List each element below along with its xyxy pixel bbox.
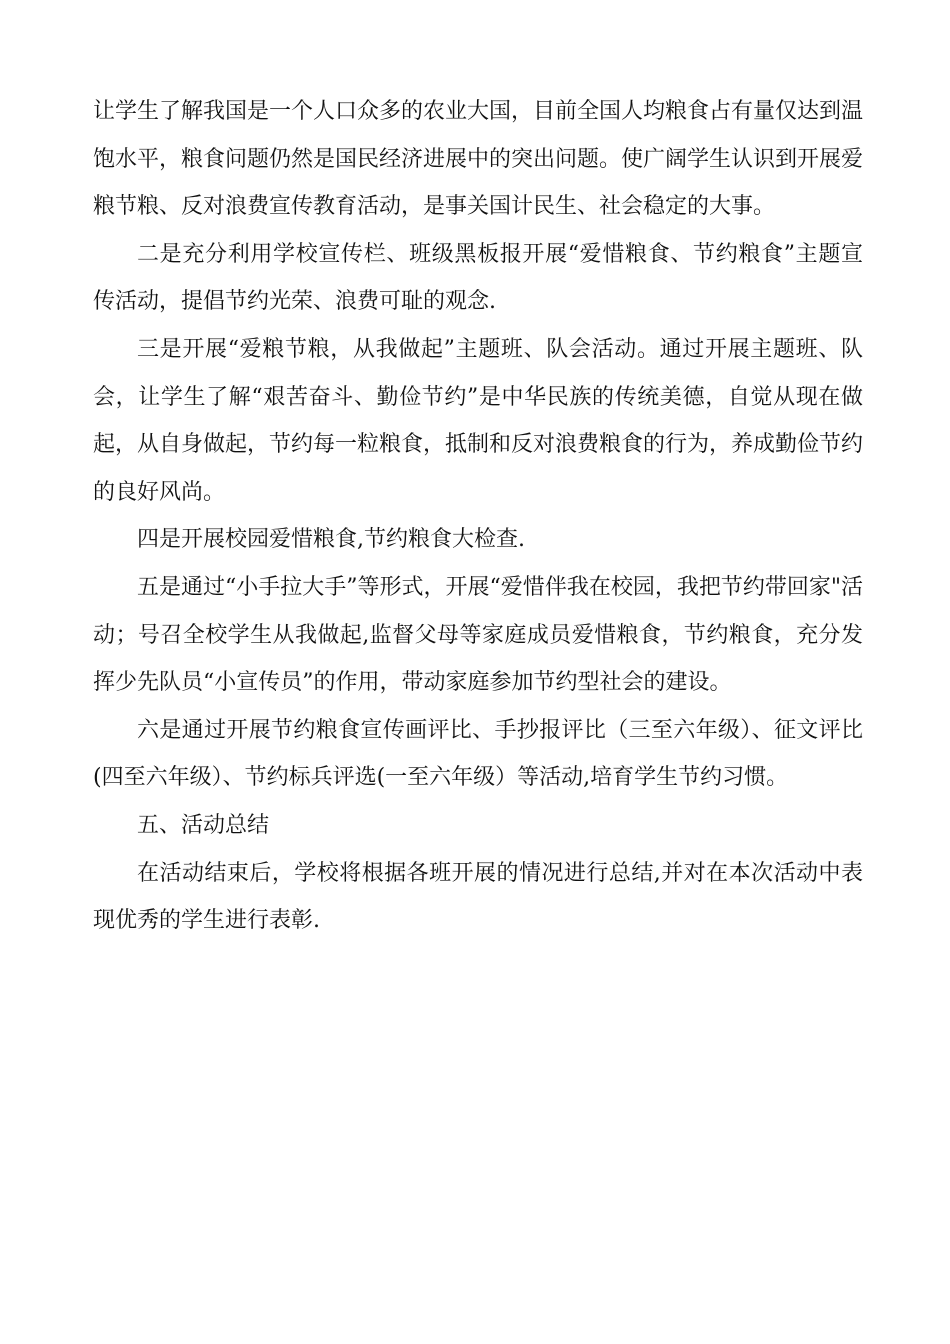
document-body [93,88,863,945]
paragraph-item-three: 三是开展“爱粮节粮，从我做起”主题班、队会活动。通过开展主题班、队会，让学生了解“艰苦奋斗、勤俭节约”是中华民族的传统美德，自觉从现在做起，从自身做起，节约每一粒粮食，抵制和反对浪费粮食的行为，养成勤俭节约的良好风尚。 [93,336,864,505]
paragraph-item-two: 二是充分利用学校宣传栏、班级黑板报开展“爱惜粮食、节约粮食”主题宣传活动，提倡节约光荣、浪费可耻的观念. [93,241,863,315]
paragraph-awareness: 让学生了解我国是一个人口众多的农业大国，目前全国人均粮食占有量仅达到温饱水平，粮食问题仍然是国民经济进展中的突出问题。使广阔学生认识到开展爱粮节粮、反对浪费宣传教育活动，是事关国计民生、社会稳定的大事。 [93,99,864,220]
paragraph-summary: 在活动结束后，学校将根据各班开展的情况进行总结,并对在本次活动中表现优秀的学生进行表彰. [93,860,863,934]
paragraph-item-six: 六是通过开展节约粮食宣传画评比、手抄报评比（三至六年级）、征文评比(四至六年级）、节约标兵评选(一至六年级）等活动,培育学生节约习惯。 [93,717,863,791]
paragraph-item-five: 五是通过“小手拉大手”等形式，开展“爱惜伴我在校园，我把节约带回家"活动；号召全校学生从我做起,监督父母等家庭成员爱惜粮食，节约粮食，充分发挥少先队员“小宣传员”的作用，带动家庭参加节约型社会的建设。 [93,574,863,696]
section-heading-summary: 五、活动总结 [137,812,270,838]
paragraph-item-four: 四是开展校园爱惜粮食,节约粮食大检查. [137,527,525,553]
